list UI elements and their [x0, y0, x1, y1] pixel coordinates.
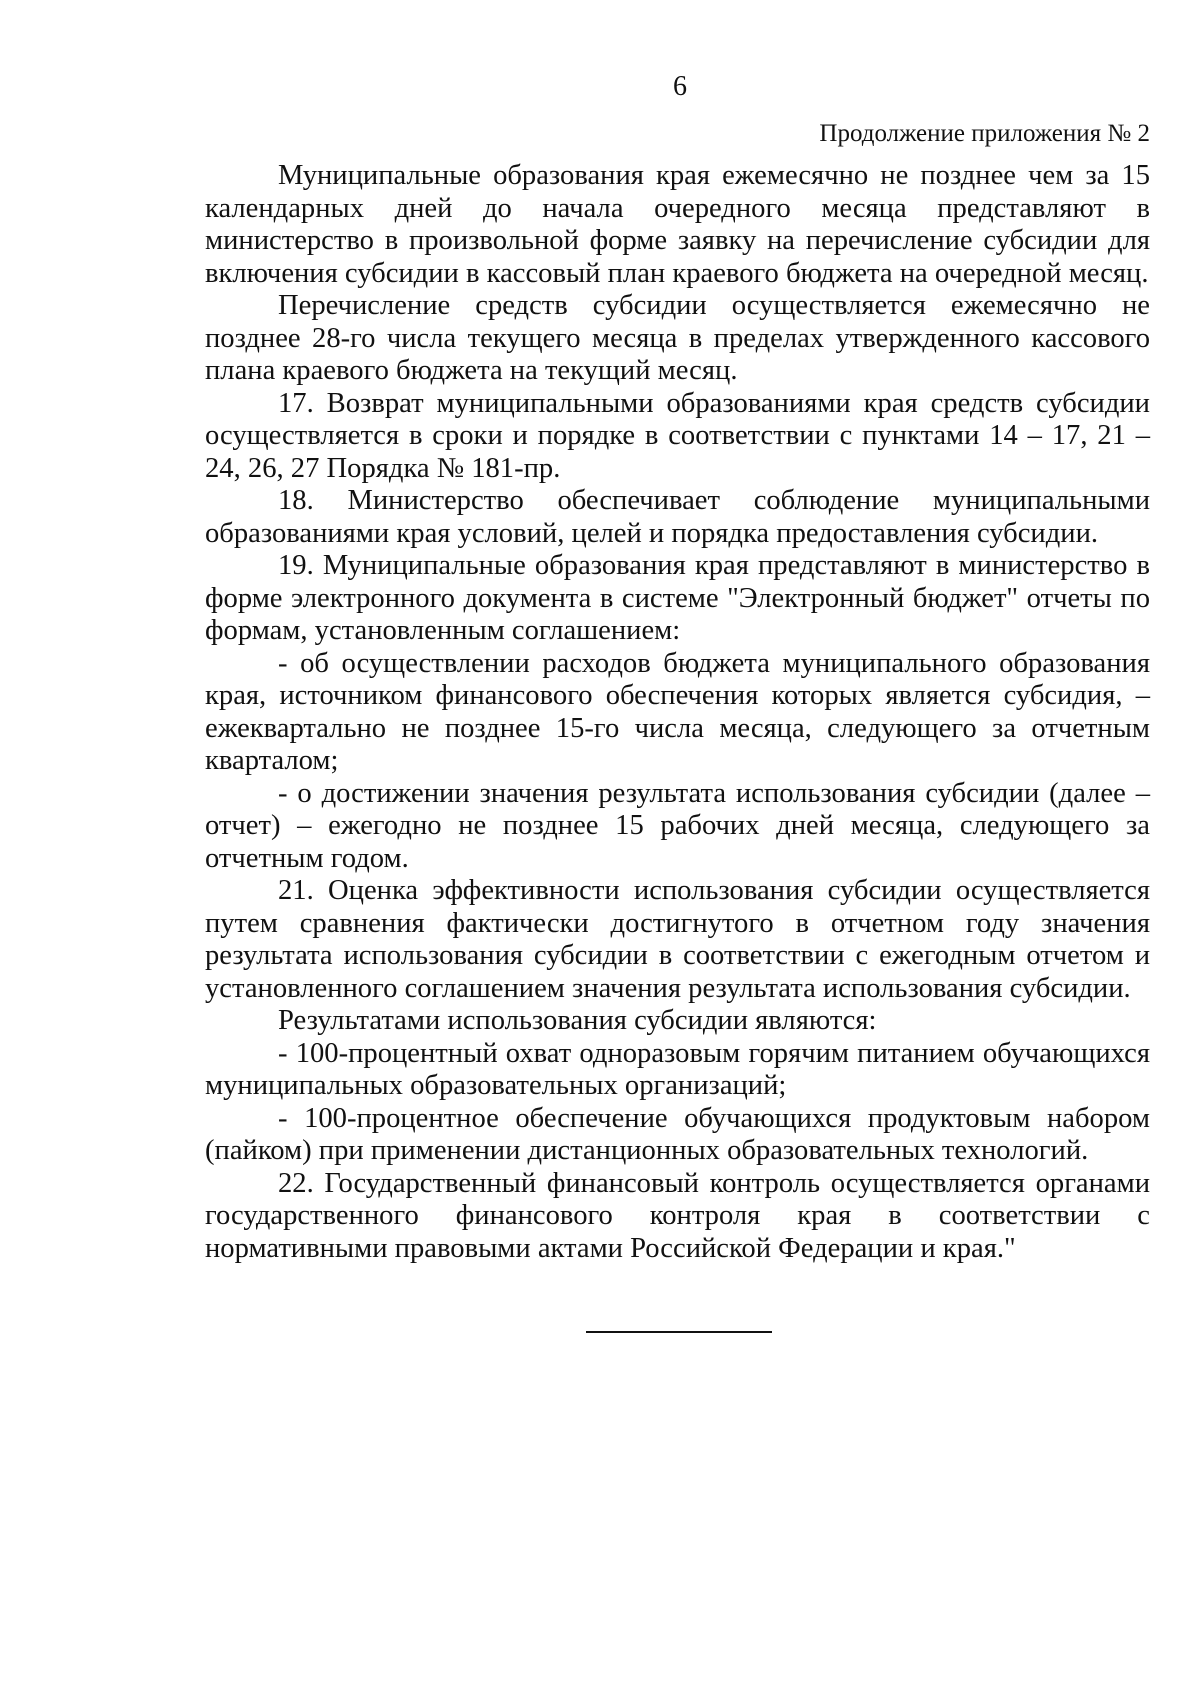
- end-divider-line: [586, 1331, 772, 1333]
- paragraph-19-reports: 19. Муниципальные образования края представляют в министерство в форме электронного документа в системе "Электронный бюджет" отчеты по формам, установленным соглашением:: [205, 550, 1150, 646]
- paragraph-monthly-request: Муниципальные образования края ежемесячно не позднее чем за 15 календарных дней до начала очередного месяца представляют в министерство в произвольной форме заявку на перечисление субсидии для включения субсидии в кассовый план краевого бюджета на очередной месяц.: [205, 160, 1150, 289]
- paragraph-transfer-of-funds: Перечисление средств субсидии осуществляется ежемесячно не позднее 28-го числа текущего месяца в пределах утвержденного кассового плана краевого бюджета на текущий месяц.: [205, 290, 1150, 386]
- list-item-expenditure-report: - об осуществлении расходов бюджета муниципального образования края, источником финансового обеспечения которых является субсидия, – ежеквартально не позднее 15-го числа месяца, следующего за отчетным кварталом;: [205, 647, 1150, 776]
- list-item-hot-meals: - 100-процентный охват одноразовым горячим питанием обучающихся муниципальных образовательных организаций;: [205, 1037, 1150, 1101]
- paragraph-22-financial-control: 22. Государственный финансовый контроль осуществляется органами государственного финансового контроля края в соответствии с нормативными правовыми актами Российской Федерации и края.": [205, 1167, 1150, 1264]
- list-item-food-packages: - 100-процентное обеспечение обучающихся продуктовым набором (пайком) при применении дистанционных образовательных технологий.: [205, 1102, 1150, 1166]
- paragraph-18-compliance: 18. Министерство обеспечивает соблюдение муниципальными образованиями края условий, целей и порядка предоставления субсидии.: [205, 485, 1150, 549]
- document-body: [205, 160, 1150, 1265]
- appendix-continuation-note: Продолжение приложения № 2: [819, 120, 1150, 147]
- paragraph-21-efficiency: 21. Оценка эффективности использования субсидии осуществляется путем сравнения фактически достигнутого в отчетном году значения результата использования субсидии в соответствии с ежегодным отчетом и установленного соглашением значения результата использования субсидии.: [205, 875, 1150, 1004]
- paragraph-results-intro: Результатами использования субсидии являются:: [278, 1005, 877, 1036]
- paragraph-17-refund: 17. Возврат муниципальными образованиями края средств субсидии осуществляется в сроки и порядке в соответствии с пунктами 14 – 17, 21 – 24, 26, 27 Порядка № 181-пр.: [205, 387, 1150, 484]
- list-item-result-report: - о достижении значения результата использования субсидии (далее – отчет) – ежегодно не позднее 15 рабочих дней месяца, следующего за отчетным годом.: [205, 777, 1150, 874]
- page-number: 6: [673, 71, 687, 102]
